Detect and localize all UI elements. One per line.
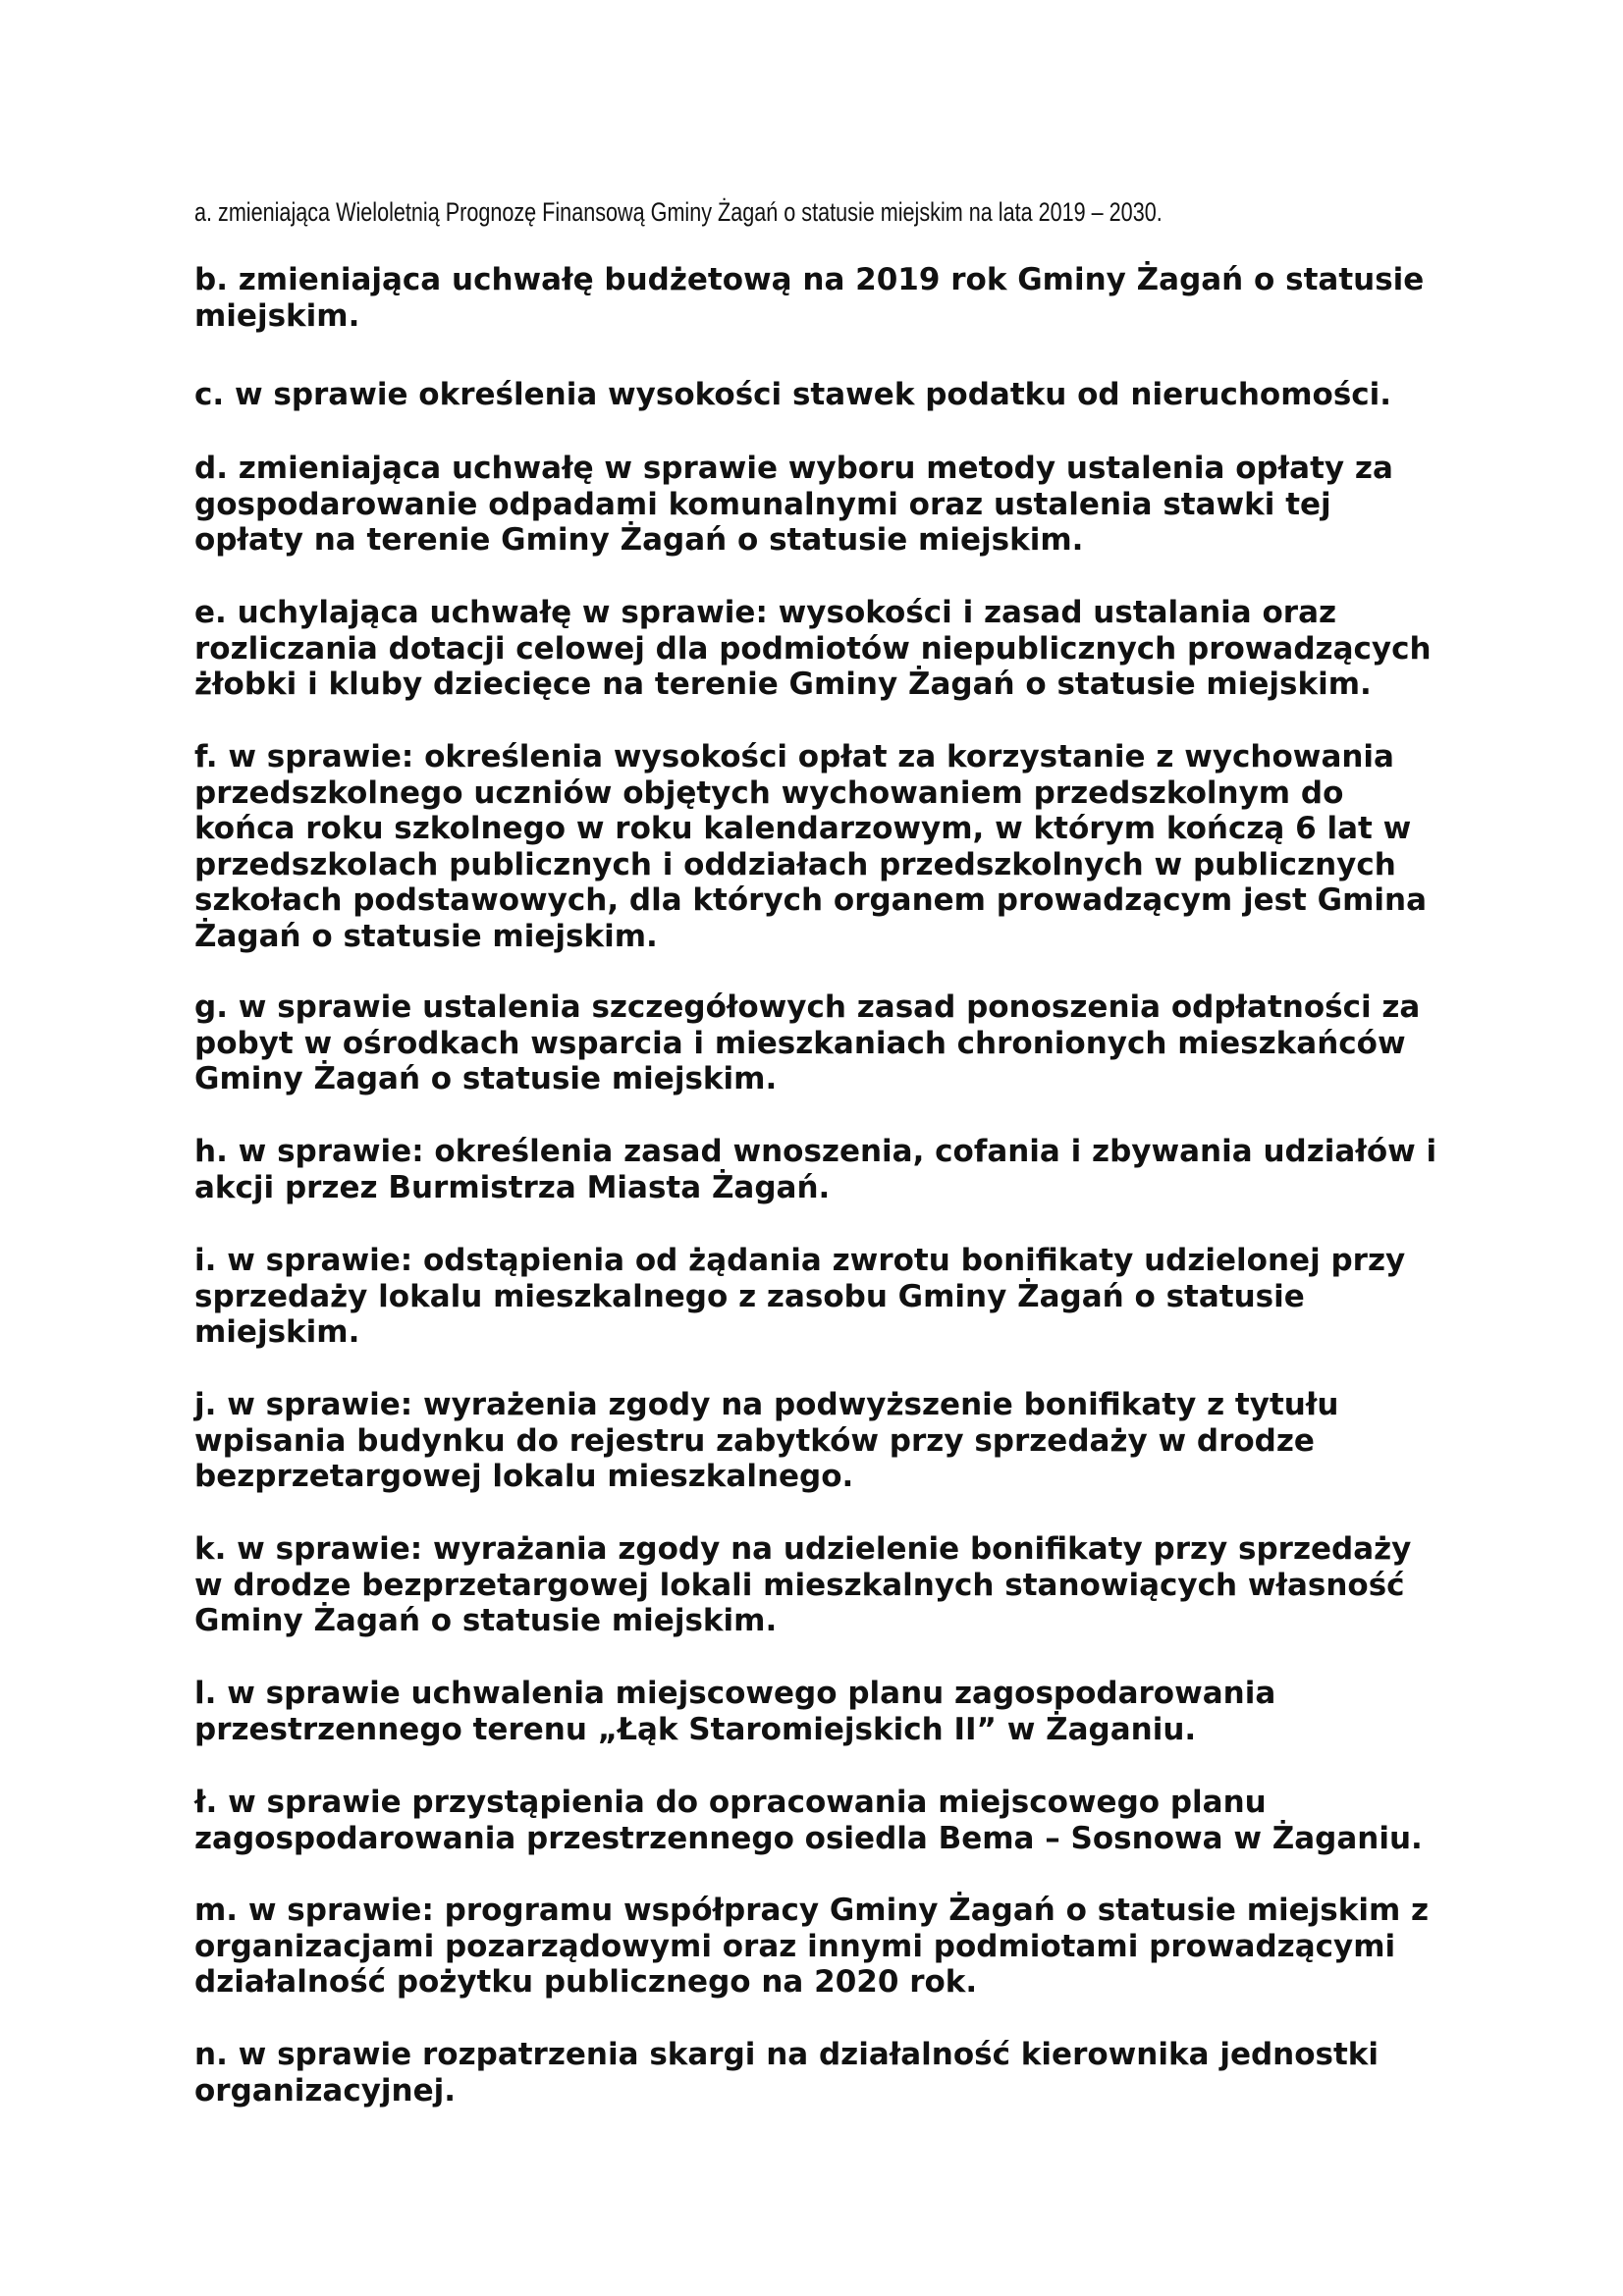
item-i-line-3: miejskim. xyxy=(194,1314,360,1350)
item-j-line-3: bezprzetargowej lokalu mieszkalnego. xyxy=(194,1459,854,1494)
item-d xyxy=(194,451,1471,559)
item-g-line-3: Gminy Żagań o statusie miejskim. xyxy=(194,1061,778,1096)
item-m-line-2: organizacjami pozarządowymi oraz innymi podmiotami prowadzącymi xyxy=(194,1928,1396,1964)
item-n xyxy=(194,2037,1471,2109)
item-i xyxy=(194,1243,1471,1351)
item-f-line-6: Żagań o statusie miejskim. xyxy=(194,918,658,954)
item-f-line-5: szkołach podstawowych, dla których organem prowadzącym jest Gmina xyxy=(194,882,1428,918)
item-m xyxy=(194,1893,1471,2001)
item-k-line-1: k. w sprawie: wyrażania zgody na udzielenie bonifikaty przy sprzedaży xyxy=(194,1531,1412,1567)
item-f-line-3: końca roku szkolnego w roku kalendarzowym, w którym kończą 6 lat w xyxy=(194,811,1412,846)
item-j-line-2: wpisania budynku do rejestru zabytków przy sprzedaży w drodze xyxy=(194,1422,1315,1459)
item-g-line-1: g. w sprawie ustalenia szczegółowych zasad ponoszenia odpłatności za xyxy=(194,989,1421,1025)
item-f xyxy=(194,739,1471,954)
item-k-line-3: Gminy Żagań o statusie miejskim. xyxy=(194,1603,778,1638)
item-e-line-3: żłobki i kluby dziecięce na terenie Gminy Żagań o statusie miejskim. xyxy=(194,667,1372,702)
item-f-line-1: f. w sprawie: określenia wysokości opłat za korzystanie z wychowania xyxy=(194,739,1394,774)
item-a xyxy=(194,192,1216,232)
item-d-line-2: gospodarowanie odpadami komunalnymi oraz ustalenia stawki tej xyxy=(194,486,1331,522)
item-e-line-2: rozliczania dotacji celowej dla podmiotów niepublicznych prowadzących xyxy=(194,630,1432,667)
item-i-line-1: i. w sprawie: odstąpienia od żądania zwrotu bonifikaty udzielonej przy xyxy=(194,1243,1406,1278)
item-h-line-2: akcji przez Burmistrza Miasta Żagań. xyxy=(194,1169,831,1205)
item-j xyxy=(194,1387,1471,1495)
item-c-line-1: c. w sprawie określenia wysokości stawek podatku od nieruchomości. xyxy=(194,377,1392,412)
item-l-stroke-line-1: ł. w sprawie przystąpienia do opracowania miejscowego planu xyxy=(194,1785,1267,1820)
item-l-line-1: l. w sprawie uchwalenia miejscowego planu zagospodarowania xyxy=(194,1676,1276,1711)
item-m-line-1: m. w sprawie: programu współpracy Gminy Żagań o statusie miejskim z xyxy=(194,1893,1430,1928)
item-e-line-1: e. uchylająca uchwałę w sprawie: wysokości i zasad ustalania oraz xyxy=(194,595,1337,630)
item-b-line-1: b. zmieniająca uchwałę budżetową na 2019 rok Gminy Żagań o statusie xyxy=(194,262,1425,297)
item-i-line-2: sprzedaży lokalu mieszkalnego z zasobu Gminy Żagań o statusie xyxy=(194,1278,1305,1314)
item-f-line-2: przedszkolnego uczniów objętych wychowaniem przedszkolnym do xyxy=(194,774,1344,811)
item-g xyxy=(194,989,1471,1097)
item-g-line-2: pobyt w ośrodkach wsparcia i mieszkaniach chronionych mieszkańców xyxy=(194,1025,1406,1061)
item-k xyxy=(194,1531,1471,1639)
item-l-stroke-line-2: zagospodarowania przestrzennego osiedla Bema – Sosnowa w Żaganiu. xyxy=(194,1820,1423,1856)
item-j-line-1: j. w sprawie: wyrażenia zgody na podwyższenie bonifikaty z tytułu xyxy=(194,1387,1339,1422)
item-d-line-1: d. zmieniająca uchwałę w sprawie wyboru metody ustalenia opłaty za xyxy=(194,451,1393,486)
item-f-line-4: przedszkolach publicznych i oddziałach przedszkolnych w publicznych xyxy=(194,846,1396,882)
item-e xyxy=(194,595,1471,703)
item-k-line-2: w drodze bezprzetargowej lokali mieszkalnych stanowiących własność xyxy=(194,1567,1405,1603)
item-n-line-1: n. w sprawie rozpatrzenia skargi na działalność kierownika jednostki xyxy=(194,2037,1380,2072)
item-c xyxy=(194,377,1471,413)
item-l-line-2: przestrzennego terenu „Łąk Staromiejskich II” w Żaganiu. xyxy=(194,1711,1197,1747)
item-n-line-2: organizacyjnej. xyxy=(194,2072,457,2109)
item-b xyxy=(194,262,1471,334)
item-l xyxy=(194,1676,1471,1747)
item-d-line-3: opłaty na terenie Gminy Żagań o statusie miejskim. xyxy=(194,522,1084,558)
item-h-line-1: h. w sprawie: określenia zasad wnoszenia, cofania i zbywania udziałów i xyxy=(194,1134,1437,1169)
item-b-line-2: miejskim. xyxy=(194,297,360,334)
item-h xyxy=(194,1134,1471,1205)
item-a-line-1: a. zmieniająca Wieloletnią Prognozę Finansową Gminy Żagań o statusie miejskim na lata 2019 – 2030. xyxy=(194,197,1163,227)
item-m-line-3: działalność pożytku publicznego na 2020 rok. xyxy=(194,1964,978,2000)
item-l-stroke xyxy=(194,1785,1471,1856)
